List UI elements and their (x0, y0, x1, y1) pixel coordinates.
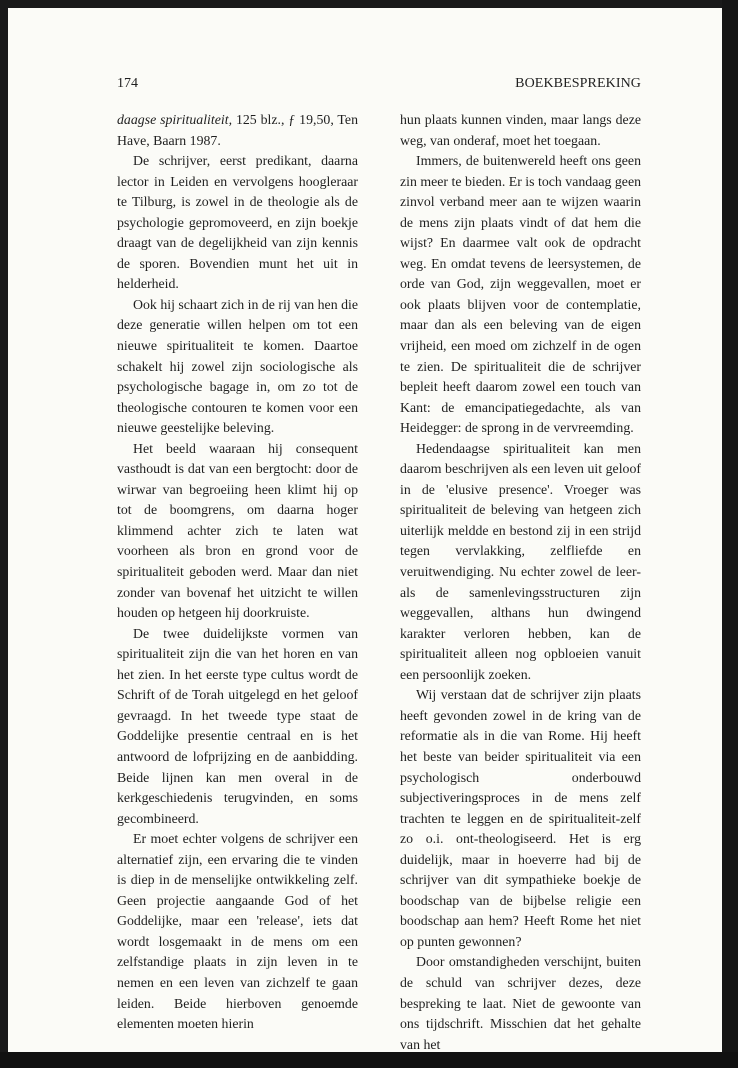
paragraph: hun plaats kunnen vinden, maar langs deze weg, van onderaf, moet het toegaan. (400, 112, 641, 148)
book-title: daagse spiritualiteit, (117, 112, 233, 127)
paragraph: De twee duidelijkste vormen van spiritualiteit zijn die van het horen en van het zien. In het eerste type cultus wordt de Schrift of de Torah uitgelegd en het geloof gevraagd. In het tweede type staat de Goddelijke presentie centraal en is het antwoord de lofprijzing en de aanbidding. Beide lijnen kan men overal in de kerkgeschiedenis terugvinden, en soms gecombineerd. (117, 625, 358, 826)
paragraph (117, 110, 358, 151)
paragraph: Ook hij schaart zich in de rij van hen die deze generatie willen helpen om tot een nieuwe spiritualiteit te komen. Daartoe schakelt hij zowel zijn sociologische als psychologische bagage in, om zo tot de theologische contouren te komen voor een nieuwe geestelijke beleving. (117, 296, 358, 436)
paragraph: Immers, de buitenwereld heeft ons geen zin meer te bieden. Er is toch vandaag geen zinvol verband meer aan te wijzen waarin de mens zijn plaats vindt of dat hem die wijst? En daarmee valt ook de opdracht weg. En omdat tevens de leersystemen, de orde van God, zijn weggevallen, moet er ook plaats blijven voor de contemplatie, maar dan als een beleving van de eigen vrijheid, een moed om zichzelf in de ogen te zien. De spiritualiteit die de schrijver bepleit heeft daarom zowel een touch van Kant: de emancipatiegedachte, als van Heidegger: de sprong in de vervreemding. (400, 153, 642, 436)
right-column (400, 110, 641, 1055)
scan-border-left (0, 0, 8, 1068)
paragraph: Wij verstaan dat de schrijver zijn plaats heeft gevonden zowel in de kring van de reformatie als in die van Rome. Hij heeft het beste van beider spiritualiteit via een psychologisch onderbouwd subjectiveringsproces in de mens zelf trachten te leggen en de spiritualiteit-zelf zo o.i. ont-theologiseerd. Het is erg duidelijk, maar in hoeverre had bij de schrijver van dit sympathieke boekje de boodschap van de bijbelse religie een boodschap aan hem? Heeft Rome het niet op punten gewonnen? (400, 687, 641, 949)
paragraph: Het beeld waaraan hij consequent vasthoudt is dat van een bergtocht: door de wirwar van begroeiing heen klimt hij op tot de boomgrens, om daarna hoger klimmend achter zich te laten wat voorheen als bron en grond voor de spiritualiteit geboden werd. Maar dan niet zonder van bovenaf het uitzicht te willen houden op hetgeen hij doorkruiste. (117, 440, 358, 621)
book-details: 125 blz., ƒ 19,50, Ten Have, Baarn 1987. (117, 112, 358, 148)
left-column (117, 110, 358, 1035)
scan-border-top (0, 0, 738, 8)
running-head: BOEKBESPREKING (515, 76, 641, 91)
paragraph: Er moet echter volgens de schrijver een alternatief zijn, een ervaring die te vinden is diep in de menselijke ontwikkeling zelf. Geen projectie aangaande God of het Goddelijke, maar een 'release', iets dat wordt losgemaakt in de mens om een zelfstandige plaats in zijn leven in te nemen en een leven van zichzelf te gaan leiden. Beide hierboven genoemde elementen moeten hierin (117, 831, 358, 1032)
paragraph: De schrijver, eerst predikant, daarna lector in Leiden en vervolgens hoogleraar te Tilburg, is zowel in de theologie als de psychologie gepromoveerd, en zijn boekje draagt van de degelijkheid van zijn kennis de sporen. Bovendien munt het uit in helderheid. (117, 153, 358, 292)
page-number: 174 (117, 76, 138, 91)
paragraph: Door omstandigheden verschijnt, buiten de schuld van schrijver dezes, deze bespreking te laat. Niet de gewoonte van ons tijdschrift. Misschien dat het gehalte van het (400, 954, 641, 1052)
paragraph: Hedendaagse spiritualiteit kan men daarom beschrijven als een leven uit geloof in de 'elusive presence'. Vroeger was spiritualiteit de beleving van hetgeen zich uiterlijk meldde en bestond zij in een strijd tegen vervlakking, zelfliefde en veruitwendiging. Nu echter zowel de leer- als de samenlevingsstructuren zijn weggevallen, althans hun dwingend karakter verloren hebben, kan de spiritualiteit alleen nog opbloeien vanuit een persoonlijk zoeken. (400, 440, 641, 682)
scan-border-right (722, 0, 738, 1068)
